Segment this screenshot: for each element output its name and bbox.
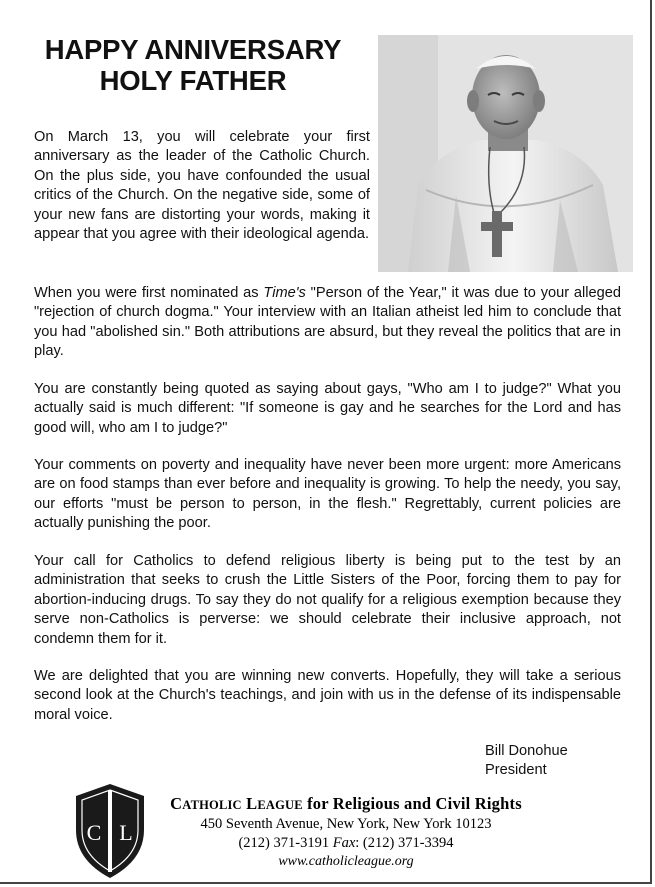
signature-name: Bill Donohue [485, 743, 568, 759]
logo-letter-l: L [119, 820, 133, 845]
organization-website[interactable]: www.catholicleague.org [278, 854, 414, 869]
paragraph-poverty: Your comments on poverty and inequality have never been more urgent: more Americans are on food stamps than ever before and inequality is growing. To help the needy, you say, our efforts "must be person to person, in the flesh." Regrettably, current policies are actually punishing the poor. [34, 457, 621, 532]
organization-phone-fax [150, 834, 542, 853]
signature-block [485, 742, 568, 781]
logo-letter-c: C [86, 820, 102, 845]
paragraph-who-am-i-to-judge: You are constantly being quoted as saying about gays, "Who am I to judge?" What you actually said is much different: "If someone is gay and he searches for the Lord and has good will, who am I to judge?" [34, 381, 621, 436]
paragraph-person-of-year-start: When you were first nominated as [34, 285, 264, 301]
headline-line-2: HOLY FATHER [99, 65, 287, 96]
pope-portrait-illustration [378, 35, 633, 272]
org-initial-c: C [170, 794, 183, 813]
phone-number: (212) 371-3191 [238, 835, 330, 851]
org-initial-l: L [246, 794, 258, 813]
organization-address: 450 Seventh Avenue, New York, New York 10123 [200, 816, 492, 832]
signature-title: President [485, 762, 547, 779]
fax-number: : (212) 371-3394 [355, 835, 454, 851]
pope-photo [378, 35, 633, 272]
paragraph-person-of-year-rest: "Person of the Year," it was due to your alleged "rejection of church dogma." Your interview with an Italian atheist led him to conclude that you had "abolished sin." Both attributions are absurd, but they reveal the politics that are in play. [34, 285, 621, 360]
org-word-catholic: ATHOLIC [182, 798, 242, 812]
times-magazine-title: Time's [263, 285, 306, 301]
org-subtitle: for Religious and Civil Rights [302, 794, 522, 813]
headline-line-1: HAPPY ANNIVERSARY [44, 34, 342, 65]
paragraph-religious-liberty: Your call for Catholics to defend religious liberty is being put to the test by an administration that seeks to crush the Little Sisters of the Poor, forcing them to pay for abortion-inducing drugs. To say they do not qualify for a religious exemption because they serve non-Catholics is perverse: we should celebrate their inclusive approach, not condemn them for it. [34, 553, 621, 647]
organization-name [150, 794, 542, 815]
paragraph-anniversary: On March 13, you will celebrate your first anniversary as the leader of the Catholic Church. On the plus side, you have confounded the usual critics of the Church. On the negative side, some of your new fans are distorting your words, making it appear that you agree with their ideological agenda. [34, 129, 370, 243]
catholic-league-logo [74, 782, 146, 880]
paragraph-person-of-year [34, 284, 621, 362]
footer-contact [150, 794, 542, 871]
headline [10, 34, 376, 96]
shield-icon [74, 782, 146, 880]
paragraph-converts: We are delighted that you are winning new converts. Hopefully, they will take a serious second look at the Church's teachings, and join with us in the defense of its indispensable moral voice. [34, 668, 621, 723]
fax-label: Fax [332, 835, 356, 851]
org-word-league: EAGUE [257, 798, 303, 812]
